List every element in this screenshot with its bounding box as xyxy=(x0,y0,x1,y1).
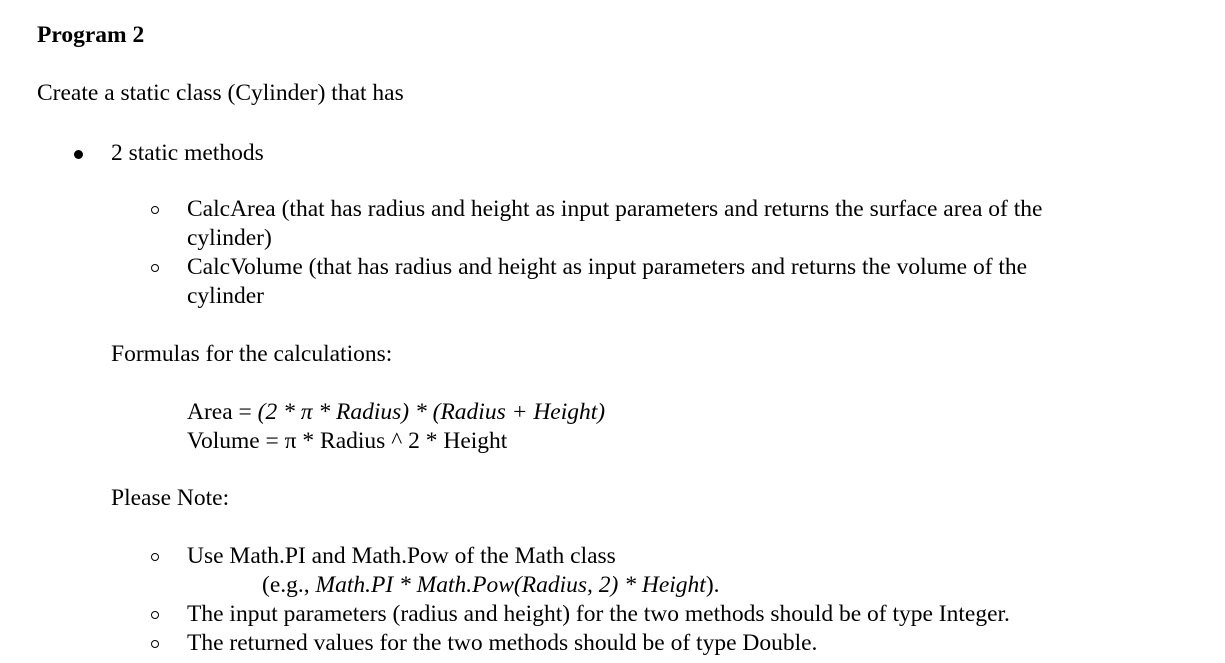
bullet-circle-icon xyxy=(151,553,159,561)
note-label: Please Note: xyxy=(111,485,230,511)
bullet-circle-icon xyxy=(151,640,159,648)
note-example-close: ). xyxy=(705,572,720,598)
note-math-example xyxy=(262,571,720,600)
program-heading: Program 2 xyxy=(37,22,145,48)
method-calcarea-line1: CalcArea (that has radius and height as input parameters and returns the surface area of the xyxy=(187,196,1043,222)
volume-formula: Volume = π * Radius ^ 2 * Height xyxy=(187,428,508,454)
note-input-types: The input parameters (radius and height) for the two methods should be of type Integer. xyxy=(187,601,1010,627)
formulas-label: Formulas for the calculations: xyxy=(111,341,393,367)
method-calcarea-line2: cylinder) xyxy=(187,225,272,251)
bullet-circle-icon xyxy=(151,206,159,214)
bullet-static-methods: 2 static methods xyxy=(111,140,264,166)
method-calcvolume-line1: CalcVolume (that has radius and height as input parameters and returns the volume of the xyxy=(187,254,1028,280)
area-formula-lhs: Area = xyxy=(187,399,258,425)
area-formula-rhs: (2 * π * Radius) * (Radius + Height) xyxy=(257,399,606,425)
bullet-dot-icon xyxy=(74,150,83,159)
bullet-circle-icon xyxy=(151,264,159,272)
method-calcvolume-line2: cylinder xyxy=(187,283,264,309)
note-return-types: The returned values for the two methods should be of type Double. xyxy=(187,630,818,656)
note-example-code: Math.PI * Math.Pow(Radius, 2) * Height xyxy=(315,572,706,598)
area-formula xyxy=(187,398,605,427)
intro-text: Create a static class (Cylinder) that has xyxy=(37,80,404,106)
note-example-open: (e.g., xyxy=(262,572,316,598)
note-math-functions: Use Math.PI and Math.Pow of the Math class xyxy=(187,543,616,569)
bullet-circle-icon xyxy=(151,611,159,619)
